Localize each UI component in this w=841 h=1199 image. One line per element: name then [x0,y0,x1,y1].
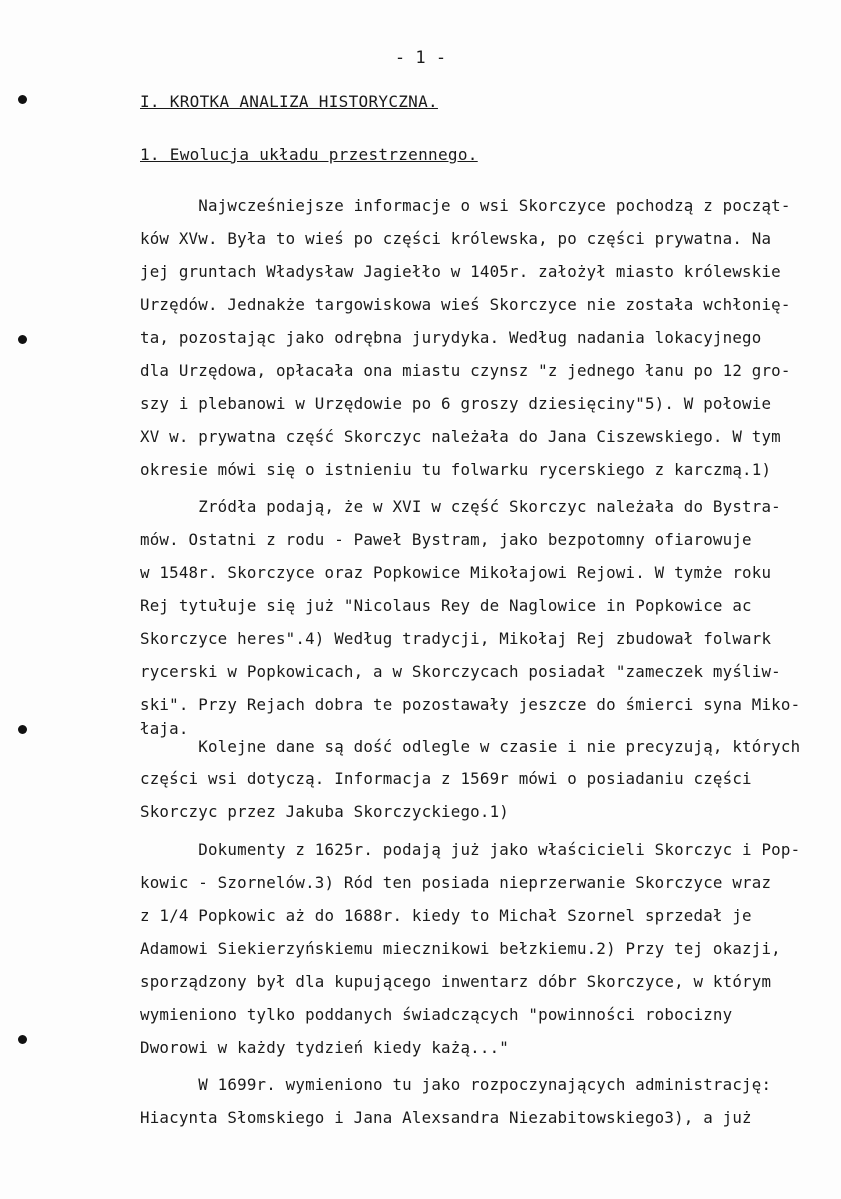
text-line: dla Urzędowa, opłacała ona miastu czynsz "z jednego łanu po 12 gro- [140,361,791,380]
punch-hole-mark [18,335,27,344]
text-line: rycerski w Popkowicach, a w Skorczycach posiadał "zameczek myśliw- [140,662,781,681]
text-line: okresie mówi się o istnieniu tu folwarku rycerskiego z karczmą.1) [140,460,772,479]
text-line: Urzędów. Jednakże targowiskowa wieś Skorczyce nie została wchłonię- [140,295,791,314]
subsection-heading: 1. Ewolucja układu przestrzennego. [140,145,478,164]
text-line: Kolejne dane są dość odlegle w czasie i nie precyzują, których [140,737,801,756]
section-heading: I. KROTKA ANALIZA HISTORYCZNA. [140,92,438,111]
text-line: Skorczyc przez Jakuba Skorczyckiego.1) [140,802,509,821]
text-line: Dokumenty z 1625r. podają już jako właścicieli Skorczyc i Pop- [140,840,801,859]
text-line: Hiacynta Słomskiego i Jana Alexsandra Niezabitowskiego3), a już [140,1108,752,1127]
text-line: wymieniono tylko poddanych świadczących "powinności robocizny [140,1005,733,1024]
text-line: Dworowi w każdy tydzień kiedy każą..." [140,1038,509,1057]
text-line: Skorczyce heres".4) Według tradycji, Mikołaj Rej zbudował folwark [140,629,772,648]
text-line: mów. Ostatni z rodu - Paweł Bystram, jako bezpotomny ofiarowuje [140,530,752,549]
punch-hole-mark [18,725,27,734]
text-line: części wsi dotyczą. Informacja z 1569r mówi o posiadaniu części [140,769,752,788]
punch-hole-mark [18,1035,27,1044]
text-line: w 1548r. Skorczyce oraz Popkowice Mikołajowi Rejowi. W tymże roku [140,563,772,582]
text-line: Zródła podają, że w XVI w część Skorczyc należała do Bystra- [140,497,781,516]
punch-hole-mark [18,95,27,104]
text-line: ski". Przy Rejach dobra te pozostawały jeszcze do śmierci syna Miko- [140,695,801,714]
text-line: ta, pozostając jako odrębna jurydyka. Według nadania lokacyjnego [140,328,762,347]
text-line: XV w. prywatna część Skorczyc należała do Jana Ciszewskiego. W tym [140,427,781,446]
text-line: Adamowi Siekierzyńskiemu miecznikowi bełzkiemu.2) Przy tej okazji, [140,939,781,958]
text-line: Najwcześniejsze informacje o wsi Skorczyce pochodzą z począt- [140,196,791,215]
text-line: jej gruntach Władysław Jagiełło w 1405r. założył miasto królewskie [140,262,781,281]
text-line: łaja. [140,719,189,738]
text-line: szy i plebanowi w Urzędowie po 6 groszy dziesięciny"5). W połowie [140,394,772,413]
text-line: z 1/4 Popkowic aż do 1688r. kiedy to Michał Szornel sprzedał je [140,906,752,925]
text-line: Rej tytułuje się już "Nicolaus Rey de Naglowice in Popkowice ac [140,596,752,615]
text-line: ków XVw. Była to wieś po części królewska, po części prywatna. Na [140,229,772,248]
text-line: kowic - Szornelów.3) Ród ten posiada nieprzerwanie Skorczyce wraz [140,873,772,892]
text-line: sporządzony był dla kupującego inwentarz dóbr Skorczyce, w którym [140,972,772,991]
text-line: W 1699r. wymieniono tu jako rozpoczynających administrację: [140,1075,772,1094]
page-number: - 1 - [394,48,447,68]
